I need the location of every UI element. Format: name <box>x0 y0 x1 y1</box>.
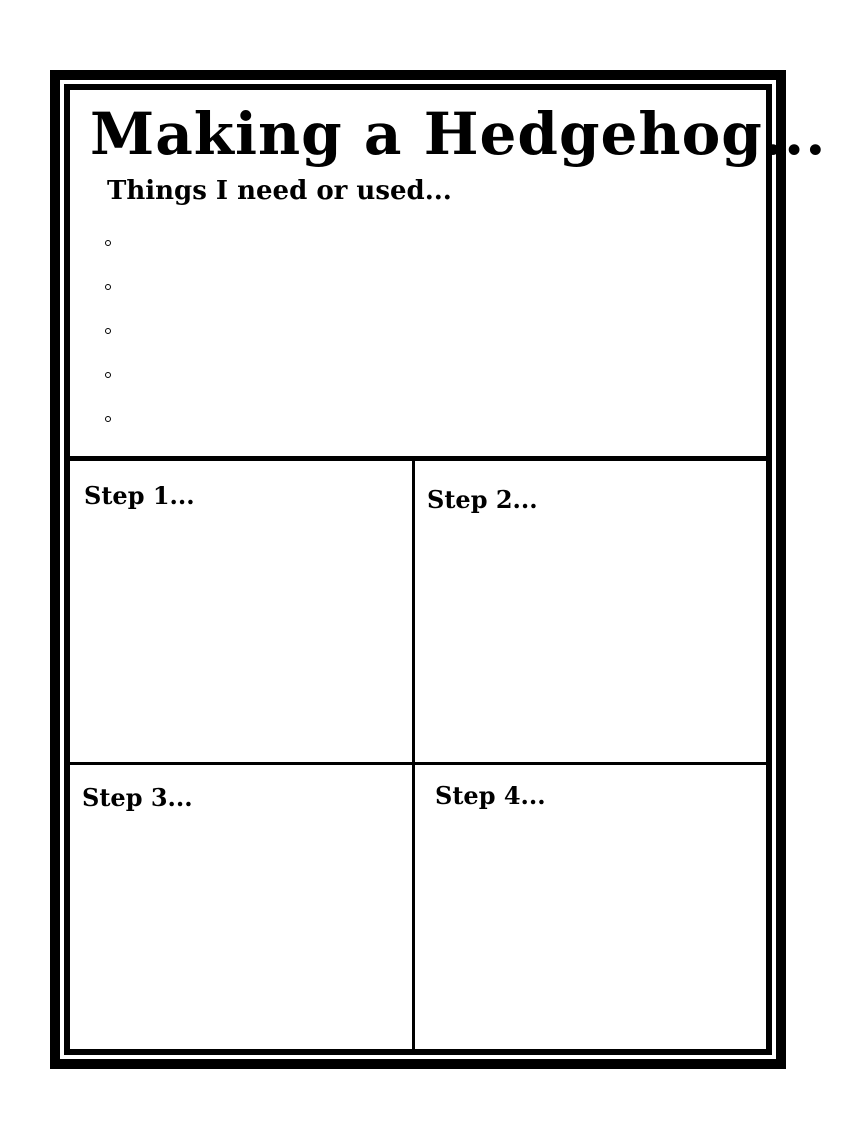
bullet-icon <box>105 240 111 246</box>
bullet-icon <box>105 284 111 290</box>
bullet-icon <box>105 416 111 422</box>
step-1-box[interactable] <box>70 461 412 762</box>
step-4-box[interactable] <box>415 765 766 1049</box>
step-1-label: Step 1... <box>84 481 195 510</box>
step-3-label: Step 3... <box>82 783 193 812</box>
step-3-box[interactable] <box>70 765 412 1049</box>
bullet-icon <box>105 328 111 334</box>
step-4-label: Step 4... <box>435 781 546 810</box>
materials-heading: Things I need or used... <box>107 176 452 206</box>
step-2-box[interactable] <box>415 461 766 762</box>
materials-section <box>70 90 827 458</box>
step-2-label: Step 2... <box>427 485 538 514</box>
bullet-icon <box>105 372 111 378</box>
worksheet-title: Making a Hedgehog... <box>90 100 827 168</box>
